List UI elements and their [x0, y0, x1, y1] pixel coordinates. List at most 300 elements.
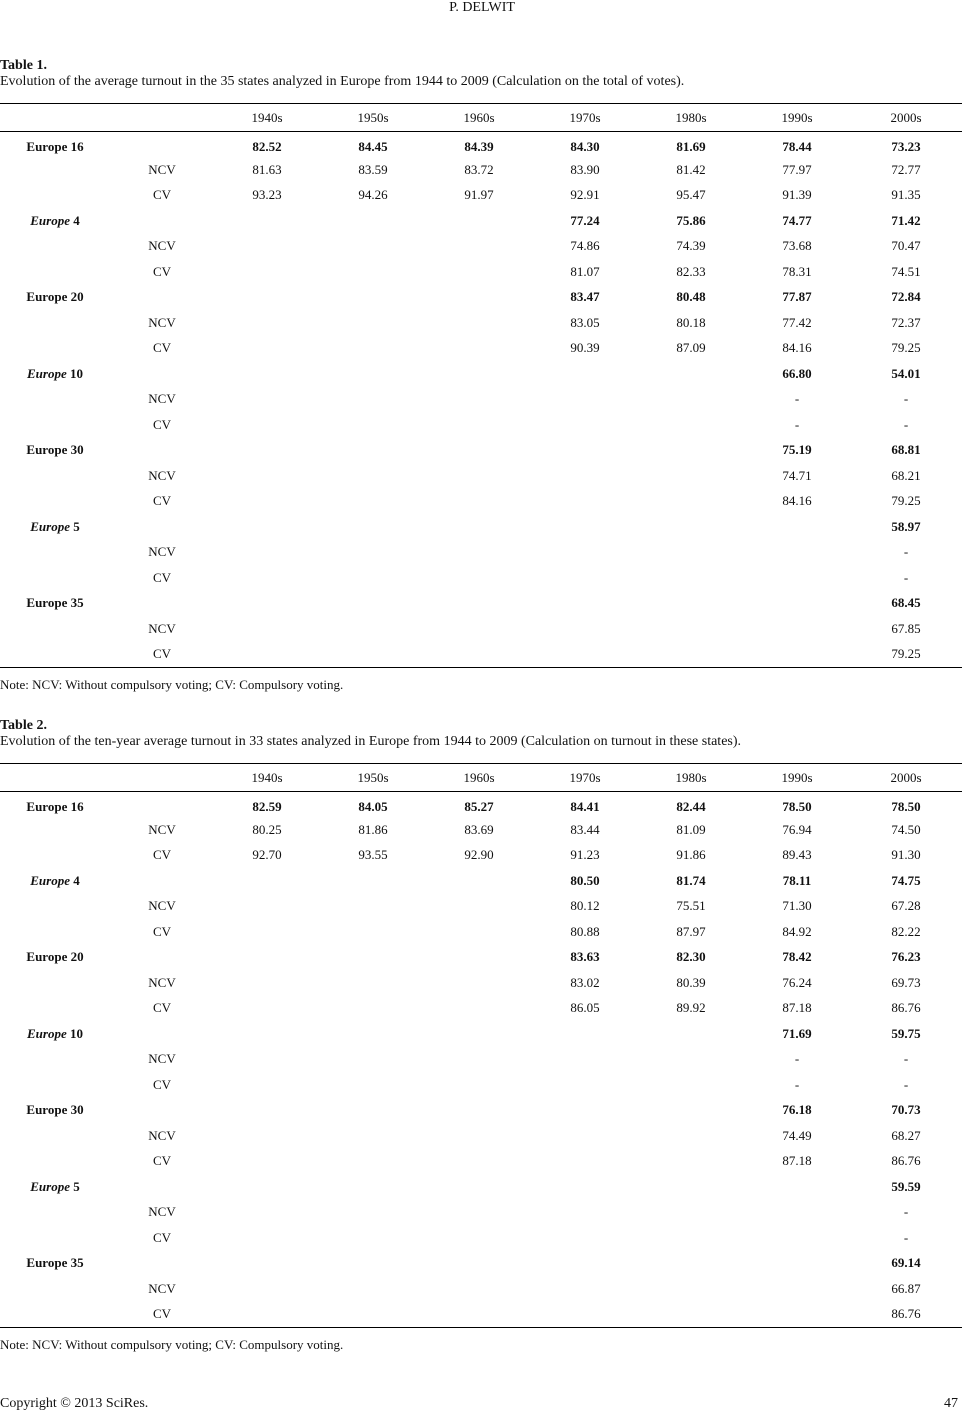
value-cell: 83.44	[570, 821, 600, 837]
value-cell	[214, 894, 320, 920]
group-total-row	[0, 438, 962, 464]
value-cell: 75.51	[676, 898, 706, 914]
value-cell	[214, 1302, 320, 1328]
group-label-number: 4	[69, 872, 80, 888]
empty-cell	[0, 565, 110, 591]
value-cell	[320, 894, 426, 920]
value-cell: 78.31	[782, 263, 812, 279]
value-cell: 78.50	[782, 798, 812, 814]
value-cell: 77.87	[782, 289, 812, 305]
ncv-row	[0, 1047, 962, 1073]
group-label-number: 16	[67, 798, 84, 814]
value-cell: 92.90	[464, 847, 494, 863]
value-cell	[214, 919, 320, 945]
value-cell	[532, 361, 638, 387]
table-title: Table 1.	[0, 58, 47, 73]
value-cell: 93.55	[358, 847, 388, 863]
value-cell	[638, 642, 744, 668]
value-cell: 84.92	[782, 923, 812, 939]
group-label-word: Europe	[30, 212, 70, 228]
value-cell	[638, 1098, 744, 1124]
value-cell	[426, 1098, 532, 1124]
value-cell: 68.27	[891, 1127, 921, 1143]
value-cell	[426, 565, 532, 591]
value-cell	[320, 489, 426, 515]
group-label-number: 35	[67, 595, 84, 611]
value-cell	[744, 591, 850, 617]
empty-cell	[0, 919, 110, 945]
value-cell: 84.41	[570, 798, 600, 814]
value-cell	[214, 1072, 320, 1098]
value-cell: -	[903, 416, 909, 432]
empty-cell	[110, 514, 214, 540]
value-cell	[320, 1072, 426, 1098]
value-cell	[744, 565, 850, 591]
value-cell: 71.30	[782, 898, 812, 914]
value-cell	[426, 514, 532, 540]
value-cell: 83.05	[570, 314, 600, 330]
empty-cell	[110, 132, 214, 158]
value-cell: 85.27	[464, 798, 494, 814]
value-cell	[426, 387, 532, 413]
value-cell	[426, 945, 532, 971]
value-cell	[320, 259, 426, 285]
value-cell	[214, 1225, 320, 1251]
value-cell: 76.24	[782, 974, 812, 990]
value-cell: 81.86	[358, 821, 388, 837]
empty-cell	[0, 336, 110, 362]
value-cell	[320, 1047, 426, 1073]
empty-cell	[110, 1021, 214, 1047]
column-header: 1950s	[320, 764, 426, 792]
value-cell: 86.76	[891, 1153, 921, 1169]
group-label	[0, 945, 110, 971]
group-total-row	[0, 1251, 962, 1277]
value-cell	[320, 1276, 426, 1302]
group-label-word: Europe	[30, 1178, 70, 1194]
value-cell: 87.09	[676, 340, 706, 356]
value-cell: 78.42	[782, 949, 812, 965]
value-cell: 68.45	[891, 595, 921, 611]
value-cell: 81.63	[252, 161, 282, 177]
group-total-row	[0, 361, 962, 387]
value-cell	[744, 1225, 850, 1251]
value-cell: 59.75	[891, 1025, 921, 1041]
ncv-row	[0, 817, 962, 843]
ncv-label: NCV	[148, 1280, 176, 1296]
value-cell	[426, 1251, 532, 1277]
ncv-label: NCV	[148, 391, 176, 407]
value-cell	[638, 1302, 744, 1328]
value-cell	[532, 1047, 638, 1073]
group-label	[0, 1251, 110, 1277]
value-cell	[532, 1276, 638, 1302]
value-cell	[214, 1123, 320, 1149]
ncv-row	[0, 157, 962, 183]
value-cell	[426, 919, 532, 945]
ncv-row	[0, 1123, 962, 1149]
cv-row	[0, 183, 962, 209]
cv-label: CV	[152, 923, 172, 939]
value-cell	[320, 1098, 426, 1124]
value-cell	[320, 1200, 426, 1226]
header-blank	[0, 764, 110, 792]
value-cell: 59.59	[891, 1178, 921, 1194]
group-total-row	[0, 208, 962, 234]
value-cell: 69.73	[891, 974, 921, 990]
value-cell	[532, 412, 638, 438]
group-total-row	[0, 285, 962, 311]
value-cell: -	[903, 1076, 909, 1092]
value-cell	[426, 336, 532, 362]
value-cell	[426, 1225, 532, 1251]
value-cell: 80.88	[570, 923, 600, 939]
value-cell	[320, 970, 426, 996]
cv-label: CV	[152, 493, 172, 509]
ncv-label: NCV	[148, 1204, 176, 1220]
group-label-word: Europe	[26, 289, 68, 305]
value-cell	[320, 565, 426, 591]
value-cell: 80.25	[252, 821, 282, 837]
cv-label: CV	[152, 340, 172, 356]
cv-row	[0, 1072, 962, 1098]
group-total-row	[0, 945, 962, 971]
page-number: 47	[944, 1396, 958, 1411]
value-cell	[532, 1072, 638, 1098]
value-cell	[426, 1302, 532, 1328]
empty-cell	[0, 642, 110, 668]
value-cell	[744, 540, 850, 566]
column-header: 1970s	[532, 764, 638, 792]
value-cell: 77.97	[782, 161, 812, 177]
value-cell: -	[794, 416, 800, 432]
value-cell: 86.76	[891, 1000, 921, 1016]
value-cell	[320, 412, 426, 438]
value-cell	[532, 1174, 638, 1200]
value-cell: 83.47	[570, 289, 600, 305]
value-cell: 78.44	[782, 138, 812, 154]
cv-label: CV	[110, 1302, 214, 1328]
ncv-label: NCV	[148, 620, 176, 636]
group-label	[0, 361, 110, 387]
value-cell	[532, 540, 638, 566]
value-cell: 87.18	[782, 1000, 812, 1016]
value-cell	[638, 1251, 744, 1277]
value-cell: 90.39	[570, 340, 600, 356]
empty-cell	[110, 591, 214, 617]
ncv-row	[0, 616, 962, 642]
cv-row	[0, 843, 962, 869]
value-cell	[426, 438, 532, 464]
value-cell	[532, 1123, 638, 1149]
ncv-label: NCV	[148, 974, 176, 990]
group-label	[0, 792, 110, 818]
value-cell	[320, 1251, 426, 1277]
value-cell	[426, 894, 532, 920]
value-cell	[638, 1276, 744, 1302]
group-total-row	[0, 132, 962, 158]
value-cell: 78.50	[891, 798, 921, 814]
value-cell: 82.33	[676, 263, 706, 279]
value-cell	[320, 1302, 426, 1328]
value-cell: 73.68	[782, 238, 812, 254]
group-label-number: 35	[67, 1255, 84, 1271]
column-header: 2000s	[850, 104, 962, 132]
value-cell	[744, 1251, 850, 1277]
value-cell	[744, 1276, 850, 1302]
empty-cell	[0, 1123, 110, 1149]
table-note: Note: NCV: Without compulsory voting; CV: Compulsory voting.	[0, 676, 344, 692]
column-header: 2000s	[850, 764, 962, 792]
value-cell: 91.86	[676, 847, 706, 863]
group-label	[0, 1174, 110, 1200]
cv-label: CV	[152, 1076, 172, 1092]
cv-row	[0, 1149, 962, 1175]
column-header: 1950s	[320, 104, 426, 132]
value-cell	[320, 208, 426, 234]
value-cell	[214, 387, 320, 413]
column-header: 1990s	[744, 764, 850, 792]
group-label-number: 30	[67, 1102, 84, 1118]
cv-label: CV	[152, 1000, 172, 1016]
value-cell	[426, 1123, 532, 1149]
cv-label: CV	[152, 187, 172, 203]
value-cell	[638, 1047, 744, 1073]
value-cell: 80.48	[676, 289, 706, 305]
value-cell	[426, 1149, 532, 1175]
group-label-word: Europe	[26, 798, 68, 814]
value-cell	[214, 310, 320, 336]
value-cell	[426, 1200, 532, 1226]
value-cell: 83.90	[570, 161, 600, 177]
table-1-block	[0, 58, 962, 692]
cv-label: CV	[110, 642, 214, 668]
group-label-number: 16	[67, 138, 84, 154]
value-cell	[320, 1225, 426, 1251]
value-cell: 84.05	[358, 798, 388, 814]
value-cell	[320, 868, 426, 894]
value-cell	[744, 1302, 850, 1328]
value-cell: 84.16	[782, 340, 812, 356]
group-label	[0, 1021, 110, 1047]
empty-cell	[0, 387, 110, 413]
value-cell: 83.69	[464, 821, 494, 837]
value-cell	[638, 489, 744, 515]
value-cell	[426, 1072, 532, 1098]
value-cell: -	[794, 1076, 800, 1092]
value-cell	[214, 1149, 320, 1175]
value-cell: 83.63	[570, 949, 600, 965]
value-cell: 79.25	[891, 340, 921, 356]
ncv-label: NCV	[148, 1127, 176, 1143]
value-cell	[426, 996, 532, 1022]
empty-cell	[0, 234, 110, 260]
value-cell: 77.24	[570, 212, 600, 228]
value-cell: 86.76	[850, 1302, 962, 1328]
value-cell: 66.80	[782, 365, 812, 381]
table-caption: Evolution of the ten-year average turnout in 33 states analyzed in Europe from 1944 to 2009 (Calculation on turnout in these states).	[0, 734, 742, 749]
value-cell	[320, 514, 426, 540]
value-cell	[214, 565, 320, 591]
value-cell: 82.44	[676, 798, 706, 814]
value-cell	[426, 412, 532, 438]
value-cell: 74.86	[570, 238, 600, 254]
value-cell: 79.25	[850, 642, 962, 668]
value-cell: 81.69	[676, 138, 706, 154]
empty-cell	[110, 208, 214, 234]
value-cell	[532, 514, 638, 540]
value-cell	[638, 591, 744, 617]
value-cell	[214, 234, 320, 260]
value-cell: 81.42	[676, 161, 706, 177]
value-cell: 68.21	[891, 467, 921, 483]
value-cell: 82.52	[252, 138, 282, 154]
value-cell	[426, 1021, 532, 1047]
value-cell	[320, 1123, 426, 1149]
value-cell	[426, 642, 532, 668]
value-cell	[744, 514, 850, 540]
value-cell: 75.19	[782, 442, 812, 458]
value-cell: 70.47	[891, 238, 921, 254]
value-cell	[320, 945, 426, 971]
empty-cell	[0, 310, 110, 336]
running-head: P. DELWIT	[449, 0, 515, 15]
value-cell	[214, 642, 320, 668]
value-cell	[426, 1047, 532, 1073]
cv-row	[0, 336, 962, 362]
cv-label: CV	[152, 1153, 172, 1169]
value-cell	[214, 1200, 320, 1226]
value-cell	[426, 463, 532, 489]
group-label-number: 4	[69, 212, 80, 228]
column-header: 1980s	[638, 104, 744, 132]
column-header: 1960s	[426, 764, 532, 792]
group-label-word: Europe	[27, 1025, 67, 1041]
value-cell: 91.35	[891, 187, 921, 203]
value-cell	[214, 970, 320, 996]
group-label-number: 5	[69, 518, 80, 534]
group-label	[0, 208, 110, 234]
value-cell	[532, 1098, 638, 1124]
ncv-label: NCV	[148, 821, 176, 837]
value-cell	[320, 234, 426, 260]
ncv-label: NCV	[148, 467, 176, 483]
value-cell: 92.91	[570, 187, 600, 203]
value-cell	[426, 489, 532, 515]
value-cell	[744, 1174, 850, 1200]
cv-label: CV	[152, 416, 172, 432]
group-label	[0, 132, 110, 158]
empty-cell	[0, 817, 110, 843]
value-cell	[320, 438, 426, 464]
value-cell: 69.14	[891, 1255, 921, 1271]
value-cell: 68.81	[891, 442, 921, 458]
value-cell: 73.23	[891, 138, 921, 154]
value-cell	[214, 996, 320, 1022]
cv-row	[0, 996, 962, 1022]
value-cell	[214, 1174, 320, 1200]
ncv-row	[0, 463, 962, 489]
value-cell	[214, 1047, 320, 1073]
value-cell	[320, 919, 426, 945]
value-cell: 72.84	[891, 289, 921, 305]
value-cell	[638, 412, 744, 438]
empty-cell	[0, 1072, 110, 1098]
group-label-word: Europe	[26, 949, 68, 965]
value-cell	[638, 1072, 744, 1098]
table-header-row	[0, 764, 962, 792]
value-cell: 81.74	[676, 872, 706, 888]
empty-cell	[0, 540, 110, 566]
ncv-row	[0, 310, 962, 336]
value-cell: 83.59	[358, 161, 388, 177]
ncv-label: NCV	[148, 314, 176, 330]
value-cell: -	[903, 1051, 909, 1067]
empty-cell	[0, 996, 110, 1022]
value-cell: 77.42	[782, 314, 812, 330]
group-label-number: 10	[66, 365, 83, 381]
value-cell	[214, 616, 320, 642]
value-cell	[638, 540, 744, 566]
value-cell: 74.50	[891, 821, 921, 837]
table-note: Note: NCV: Without compulsory voting; CV: Compulsory voting.	[0, 1336, 344, 1352]
value-cell: 89.92	[676, 1000, 706, 1016]
value-cell: -	[903, 391, 909, 407]
value-cell	[426, 208, 532, 234]
group-label-number: 10	[66, 1025, 83, 1041]
value-cell: 92.70	[252, 847, 282, 863]
value-cell	[744, 616, 850, 642]
value-cell: 80.50	[570, 872, 600, 888]
value-cell: 78.11	[782, 872, 812, 888]
ncv-row	[0, 387, 962, 413]
cv-row	[0, 1302, 962, 1328]
value-cell: 82.30	[676, 949, 706, 965]
value-cell	[638, 361, 744, 387]
value-cell: 74.71	[782, 467, 812, 483]
column-header: 1980s	[638, 764, 744, 792]
empty-cell	[0, 616, 110, 642]
column-header: 1940s	[214, 104, 320, 132]
value-cell	[638, 1123, 744, 1149]
table-caption: Evolution of the average turnout in the 35 states analyzed in Europe from 1944 to 2009 (Calculation on the total of votes).	[0, 74, 685, 89]
value-cell	[214, 514, 320, 540]
value-cell: 70.73	[891, 1102, 921, 1118]
value-cell	[638, 514, 744, 540]
empty-cell	[110, 438, 214, 464]
value-cell	[214, 591, 320, 617]
group-total-row	[0, 868, 962, 894]
value-cell	[320, 540, 426, 566]
value-cell	[426, 285, 532, 311]
value-cell	[532, 616, 638, 642]
value-cell: 75.86	[676, 212, 706, 228]
value-cell	[532, 1251, 638, 1277]
group-label-word: Europe	[26, 1255, 68, 1271]
empty-cell	[0, 1149, 110, 1175]
value-cell: 83.02	[570, 974, 600, 990]
empty-cell	[110, 1174, 214, 1200]
value-cell	[532, 591, 638, 617]
cv-row	[0, 565, 962, 591]
copyright-footer: Copyright © 2013 SciRes.	[0, 1396, 149, 1411]
value-cell: 74.49	[782, 1127, 812, 1143]
value-cell: 72.37	[891, 314, 921, 330]
value-cell	[426, 259, 532, 285]
group-label	[0, 285, 110, 311]
empty-cell	[0, 1225, 110, 1251]
group-label	[0, 591, 110, 617]
